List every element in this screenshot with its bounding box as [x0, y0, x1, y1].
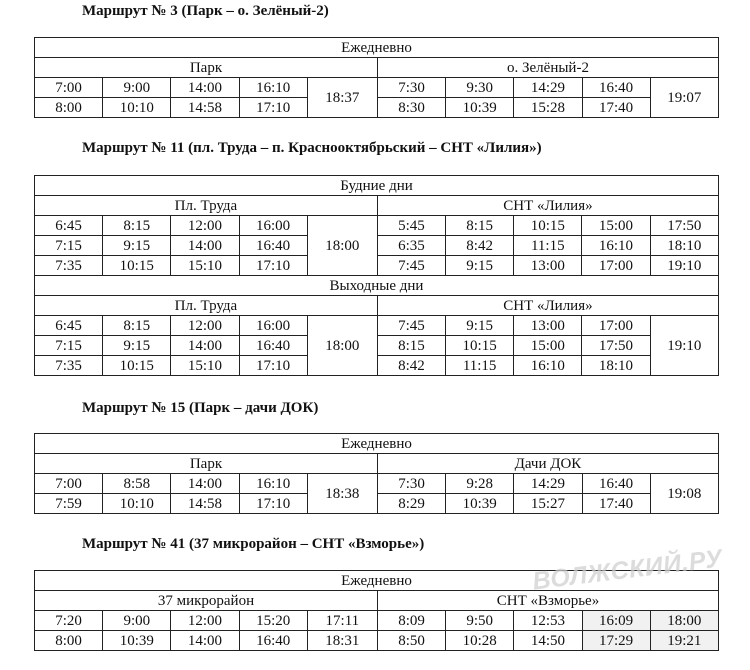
route-11-table [34, 175, 719, 376]
return-time: 7:30 [377, 474, 445, 494]
last-departure-time: 18:38 [307, 474, 377, 514]
return-time: 8:09 [377, 611, 445, 631]
route-3-table [34, 37, 719, 118]
departure-terminal-header: Парк [35, 454, 378, 474]
departure-time: 7:59 [35, 494, 103, 514]
watermark-logo: ВОЛЖСКИЙ.РУ [530, 544, 724, 596]
departure-time: 8:58 [103, 474, 171, 494]
departure-time: 14:58 [171, 98, 239, 118]
departure-time: 14:00 [171, 78, 239, 98]
departure-time: 8:00 [35, 98, 103, 118]
return-time: 18:00 [650, 611, 718, 631]
departure-time: 12:00 [171, 611, 239, 631]
return-time: 6:35 [377, 236, 445, 256]
return-time: 19:21 [650, 631, 718, 651]
return-time: 17:00 [582, 316, 650, 336]
return-time: 17:40 [582, 98, 650, 118]
return-time: 8:42 [377, 356, 445, 376]
departure-time: 8:15 [103, 316, 171, 336]
return-time: 7:45 [377, 256, 445, 276]
return-time: 7:30 [377, 78, 445, 98]
departure-time: 16:10 [239, 78, 307, 98]
return-time: 15:00 [582, 216, 650, 236]
departure-time: 14:00 [171, 336, 239, 356]
schedule-row [35, 316, 719, 336]
return-time: 13:00 [514, 316, 582, 336]
return-time: 13:00 [514, 256, 582, 276]
return-time: 9:30 [446, 78, 514, 98]
return-time: 17:40 [582, 494, 650, 514]
return-time: 10:39 [446, 98, 514, 118]
return-terminal-header: СНТ «Лилия» [377, 296, 718, 316]
return-time: 9:15 [446, 316, 514, 336]
route-41-table [34, 570, 719, 651]
return-time: 17:29 [582, 631, 650, 651]
terminal-row [35, 296, 719, 316]
return-time: 8:42 [446, 236, 514, 256]
schedule-row [35, 336, 719, 356]
day-type-header: Ежедневно [35, 571, 719, 591]
departure-time: 15:10 [171, 256, 239, 276]
day-type-header: Ежедневно [35, 434, 719, 454]
return-time: 11:15 [514, 236, 582, 256]
day-type-header: Будние дни [35, 176, 719, 196]
departure-time: 6:45 [35, 216, 103, 236]
schedule-row [35, 236, 719, 256]
day-type-row [35, 571, 719, 591]
departure-time: 16:40 [239, 336, 307, 356]
return-time: 9:28 [446, 474, 514, 494]
return-terminal-header: Дачи ДОК [377, 454, 718, 474]
return-time: 8:50 [377, 631, 445, 651]
departure-time: 6:45 [35, 316, 103, 336]
return-time: 15:27 [514, 494, 582, 514]
return-time: 18:10 [650, 236, 718, 256]
departure-time: 10:10 [103, 494, 171, 514]
terminal-row [35, 454, 719, 474]
return-time: 17:00 [582, 256, 650, 276]
departure-time: 16:40 [239, 236, 307, 256]
departure-time: 9:15 [103, 336, 171, 356]
departure-time: 12:00 [171, 216, 239, 236]
schedule-row [35, 216, 719, 236]
departure-time: 10:39 [103, 631, 171, 651]
departure-terminal-header: Парк [35, 58, 378, 78]
return-time: 10:28 [446, 631, 514, 651]
departure-time: 14:00 [171, 236, 239, 256]
return-time: 10:15 [446, 336, 514, 356]
last-departure-time: 18:37 [307, 78, 377, 118]
departure-terminal-header: 37 микрорайон [35, 591, 378, 611]
departure-time: 8:15 [103, 216, 171, 236]
departure-terminal-header: Пл. Труда [35, 196, 378, 216]
departure-time: 10:15 [103, 356, 171, 376]
day-type-row [35, 276, 719, 296]
return-time: 11:15 [446, 356, 514, 376]
departure-time: 7:00 [35, 78, 103, 98]
route-41-title: Маршрут № 41 (37 микрорайон – СНТ «Взморье») [82, 536, 425, 552]
departure-time: 18:31 [307, 631, 377, 651]
departure-time: 7:35 [35, 256, 103, 276]
schedule-row [35, 631, 719, 651]
return-time: 14:29 [514, 474, 582, 494]
departure-time: 7:35 [35, 356, 103, 376]
departure-time: 7:15 [35, 236, 103, 256]
departure-time: 7:15 [35, 336, 103, 356]
departure-time: 17:10 [239, 98, 307, 118]
schedule-row [35, 494, 719, 514]
return-time: 14:29 [514, 78, 582, 98]
departure-time: 15:20 [239, 611, 307, 631]
terminal-row [35, 58, 719, 78]
return-time: 12:53 [514, 611, 582, 631]
return-time: 14:50 [514, 631, 582, 651]
return-time: 16:40 [582, 474, 650, 494]
return-time: 9:15 [446, 256, 514, 276]
last-departure-time: 18:00 [307, 216, 377, 276]
return-time: 9:50 [446, 611, 514, 631]
departure-time: 8:00 [35, 631, 103, 651]
schedule-row [35, 356, 719, 376]
departure-time: 15:10 [171, 356, 239, 376]
departure-time: 17:11 [307, 611, 377, 631]
schedule-row [35, 78, 719, 98]
departure-time: 12:00 [171, 316, 239, 336]
return-time: 19:10 [650, 256, 718, 276]
day-type-row [35, 176, 719, 196]
departure-time: 7:20 [35, 611, 103, 631]
return-time: 8:29 [377, 494, 445, 514]
return-time: 8:30 [377, 98, 445, 118]
departure-time: 14:00 [171, 474, 239, 494]
schedule-row [35, 256, 719, 276]
return-time: 17:50 [650, 216, 718, 236]
return-terminal-header: СНТ «Лилия» [377, 196, 718, 216]
route-11-title: Маршрут № 11 (пл. Труда – п. Краснооктябрьский – СНТ «Лилия») [82, 140, 542, 156]
departure-time: 9:15 [103, 236, 171, 256]
departure-time: 14:58 [171, 494, 239, 514]
departure-time: 17:10 [239, 256, 307, 276]
return-time: 10:15 [514, 216, 582, 236]
departure-time: 17:10 [239, 356, 307, 376]
day-type-header: Ежедневно [35, 38, 719, 58]
return-time: 10:39 [446, 494, 514, 514]
departure-time: 10:10 [103, 98, 171, 118]
departure-time: 16:40 [239, 631, 307, 651]
departure-terminal-header: Пл. Труда [35, 296, 378, 316]
return-time: 16:09 [582, 611, 650, 631]
terminal-row [35, 196, 719, 216]
schedule-row [35, 611, 719, 631]
return-time: 16:10 [582, 236, 650, 256]
schedule-row [35, 474, 719, 494]
departure-time: 17:10 [239, 494, 307, 514]
last-return-time: 19:10 [650, 316, 718, 376]
return-terminal-header: СНТ «Взморье» [377, 591, 718, 611]
departure-time: 16:00 [239, 216, 307, 236]
return-terminal-header: о. Зелёный-2 [377, 58, 718, 78]
departure-time: 10:15 [103, 256, 171, 276]
departure-time: 9:00 [103, 611, 171, 631]
departure-time: 16:00 [239, 316, 307, 336]
last-return-time: 19:08 [650, 474, 718, 514]
route-3-title: Маршрут № 3 (Парк – о. Зелёный-2) [82, 3, 329, 19]
last-departure-time: 18:00 [307, 316, 377, 376]
departure-time: 7:00 [35, 474, 103, 494]
return-time: 18:10 [582, 356, 650, 376]
route-15-title: Маршрут № 15 (Парк – дачи ДОК) [82, 400, 319, 416]
return-time: 15:00 [514, 336, 582, 356]
day-type-row [35, 434, 719, 454]
day-type-header: Выходные дни [35, 276, 719, 296]
terminal-row [35, 591, 719, 611]
return-time: 8:15 [377, 336, 445, 356]
departure-time: 14:00 [171, 631, 239, 651]
return-time: 8:15 [446, 216, 514, 236]
return-time: 16:40 [582, 78, 650, 98]
route-15-table [34, 433, 719, 514]
return-time: 5:45 [377, 216, 445, 236]
return-time: 15:28 [514, 98, 582, 118]
last-return-time: 19:07 [650, 78, 718, 118]
return-time: 17:50 [582, 336, 650, 356]
return-time: 16:10 [514, 356, 582, 376]
schedule-row [35, 98, 719, 118]
departure-time: 9:00 [103, 78, 171, 98]
day-type-row [35, 38, 719, 58]
return-time: 7:45 [377, 316, 445, 336]
departure-time: 16:10 [239, 474, 307, 494]
